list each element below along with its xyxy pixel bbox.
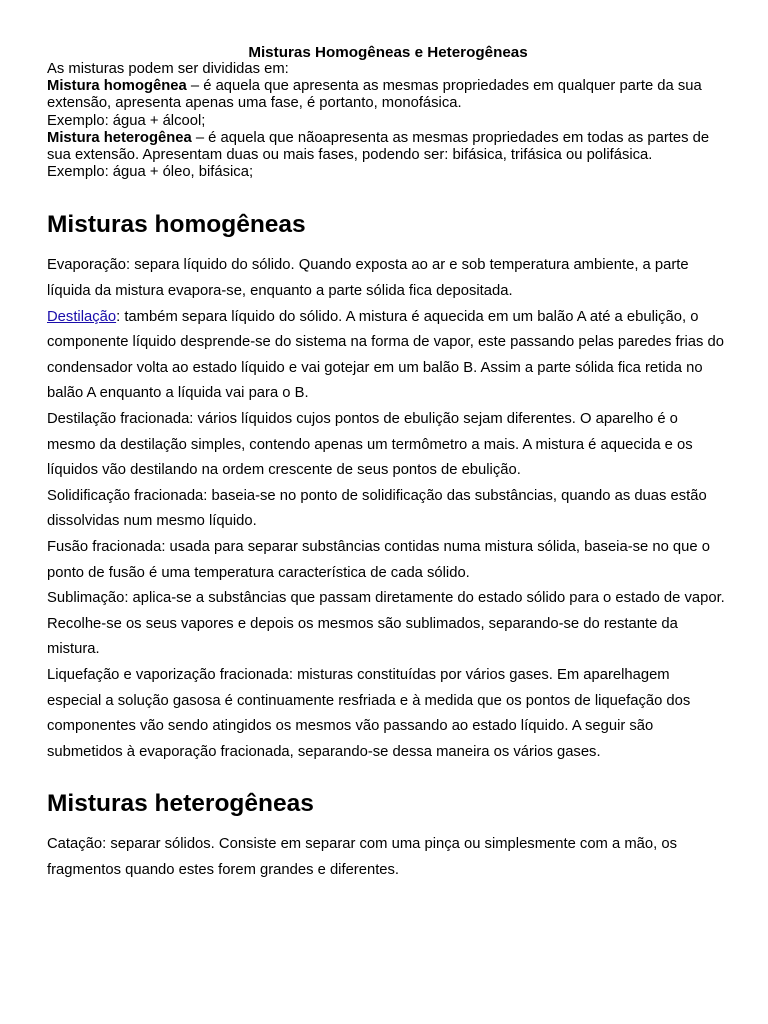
paragraph-liquefacao: Liquefação e vaporização fracionada: misturas constituídas por vários gases. Em aparelhagem especial a solução gasosa é continuamente resfriada e à medida que os pontos de liquefação dos componentes vão sendo atingidos os mesmos vão passando ao estado líquido. A seguir são submetidos à evaporação fracionada, separando-se dessa maneira os vários gases. <box>47 666 691 760</box>
homogenea-example: Exemplo: água + álcool; <box>47 112 206 129</box>
section-heading-heterogeneas: Misturas heterogêneas <box>47 790 314 818</box>
heterogenea-def-text: – é aquela que nãoapresenta as mesmas propriedades em todas as partes de sua extensão. Apresentam duas ou mais fases, podendo ser: bifásica, trifásica ou polifásica. <box>47 129 710 164</box>
homogenea-def-text: – é aquela que apresenta as mesmas propriedades em qualquer parte da sua extensão, apresenta apenas uma fase, é portanto, monofásica. <box>47 78 702 112</box>
homogenea-term: Mistura homogênea <box>47 78 187 95</box>
intro-line: As misturas podem ser divididas em: <box>47 61 289 77</box>
document-page <box>47 44 727 883</box>
paragraph-solidificacao: Solidificação fracionada: baseia-se no ponto de solidificação das substâncias, quando as duas estão dissolvidas num mesmo líquido. <box>47 487 707 530</box>
heterogenea-term: Mistura heterogênea <box>47 129 192 146</box>
paragraph-sublimacao: Sublimação: aplica-se a substâncias que passam diretamente do estado sólido para o estado de vapor. Recolhe-se os seus vapores e depois os mesmos são sublimados, separando-se do restante da mistura. <box>47 590 725 658</box>
section-heading-homogeneas: Misturas homogêneas <box>47 211 306 239</box>
paragraph-destilacao <box>47 305 727 407</box>
heterogenea-definition <box>47 130 727 164</box>
destilacao-text: : também separa líquido do sólido. A mistura é aquecida em um balão A até a ebulição, o componente líquido desprende-se do sistema na forma de vapor, este passando pelas paredes frias do condensador volta ao estado líquido e vai gotejar em um balão B. Assim a parte sólida fica retida no balão A enquanto a líquida vai para o B. <box>47 308 724 402</box>
document-title: Misturas Homogêneas e Heterogêneas <box>248 44 528 61</box>
paragraph-evaporacao: Evaporação: separa líquido do sólido. Quando exposta ao ar e sob temperatura ambiente, a parte líquida da mistura evapora-se, enquanto a parte sólida fica depositada. <box>47 257 689 300</box>
intro-block <box>47 61 727 181</box>
section-body-heterogeneas <box>47 832 727 883</box>
paragraph-fusao: Fusão fracionada: usada para separar substâncias contidas numa mistura sólida, baseia-se no que o ponto de fusão é uma temperatura característica de cada sólido. <box>47 538 710 581</box>
paragraph-destilacao-fracionada: Destilação fracionada: vários líquidos cujos pontos de ebulição sejam diferentes. O aparelho é o mesmo da destilação simples, contendo apenas um termômetro a mais. A mistura é aquecida e os líquidos vão destilando na ordem crescente de seus pontos de ebulição. <box>47 410 693 479</box>
paragraph-catacao: Catação: separar sólidos. Consiste em separar com uma pinça ou simplesmente com a mão, os fragmentos quando estes forem grandes e diferentes. <box>47 836 677 878</box>
section-body-homogeneas <box>47 253 727 765</box>
homogenea-definition <box>47 78 727 112</box>
heterogenea-example: Exemplo: água + óleo, bifásica; <box>47 164 254 181</box>
destilacao-link[interactable]: Destilação <box>47 308 117 325</box>
